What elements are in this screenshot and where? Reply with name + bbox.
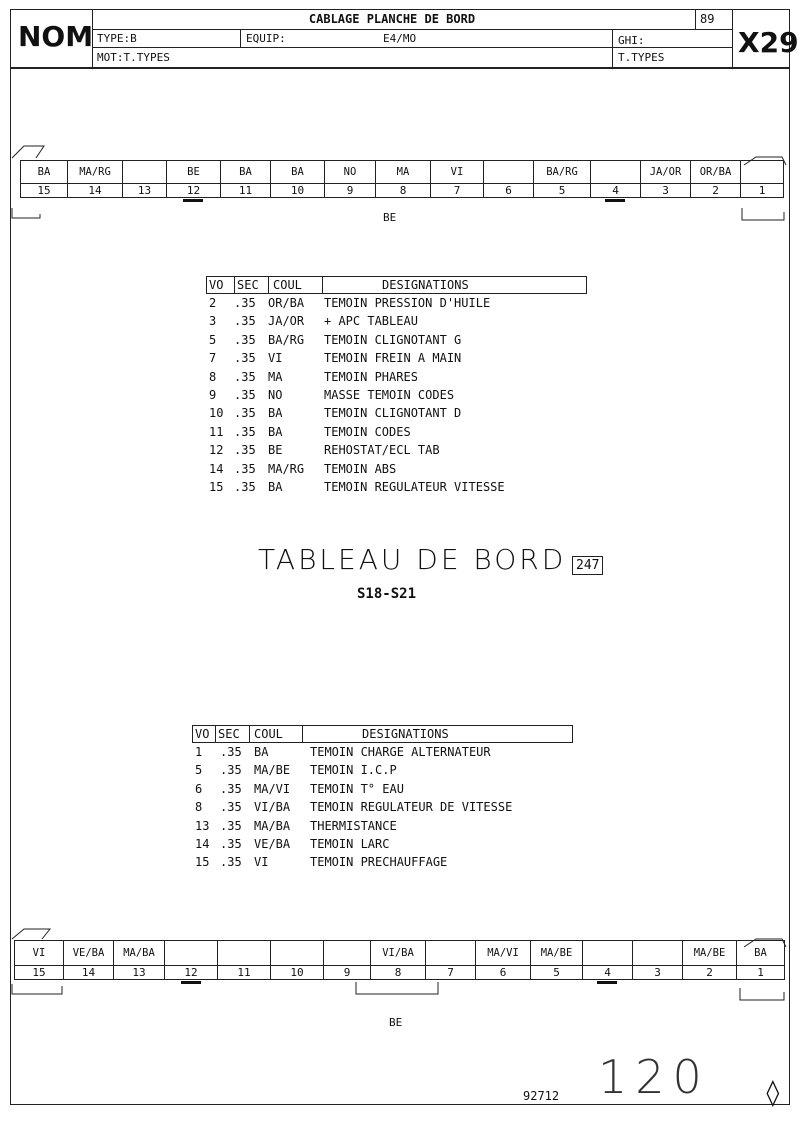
table-top-row-cell: .35 — [234, 443, 256, 458]
connector-top-wire-color: MA — [375, 160, 431, 184]
table-bottom-row-cell: MA/VI — [254, 781, 291, 796]
table-top-row-cell: .35 — [234, 406, 256, 421]
connector-bottom-left-latch-bottom — [10, 982, 70, 998]
table-bottom-row-cell: 14 — [195, 837, 210, 851]
table-top-row-cell: TEMOIN PRESSION D'HUILE — [324, 296, 491, 310]
table-top-row-cell: .35 — [234, 332, 256, 347]
header-vline-year — [695, 9, 696, 29]
table-bottom-row-cell: .35 — [220, 781, 242, 796]
connector-bottom-pin-number: 12 — [164, 966, 218, 980]
table-top-row-cell: TEMOIN PHARES — [324, 369, 418, 384]
connector-bottom-pin-number: 10 — [270, 966, 324, 980]
connector-top-pin-number: 12 — [166, 184, 221, 198]
table-top-row-cell: .35 — [234, 296, 256, 310]
table-bottom-row-cell: TEMOIN I.C.P — [310, 763, 397, 778]
header-ghi-label: GHI: — [618, 34, 645, 47]
connector-bottom-wire-color — [270, 940, 324, 966]
table-top-row-cell: TEMOIN CLIGNOTANT D — [324, 406, 462, 421]
connector-top-pin-marker — [183, 199, 203, 202]
table-bottom-header-separator — [215, 725, 216, 743]
header-mot: MOT:T.TYPES — [97, 51, 170, 64]
connector-bottom-wire-color: VI/BA — [370, 940, 426, 966]
connector-bottom-pin-number: 2 — [682, 966, 737, 980]
connector-top-pin-number: 8 — [375, 184, 431, 198]
table-bottom-row-cell: .35 — [220, 818, 242, 833]
table-top-row-cell: TEMOIN CODES — [324, 424, 411, 439]
table-bottom-row-cell: BA — [254, 745, 269, 759]
connector-bottom-wire-color — [425, 940, 476, 966]
table-bottom-row-cell: 1 — [195, 745, 203, 759]
header-vline-equip — [240, 29, 241, 47]
footer-mark-icon: ◊ — [765, 1078, 781, 1108]
table-top-row-cell: .35 — [234, 351, 256, 366]
connector-bottom-pin-number: 8 — [370, 966, 426, 980]
table-bottom-row-cell: .35 — [220, 800, 242, 815]
connector-bottom-pin-number: 15 — [14, 966, 64, 980]
header-vline-code — [732, 9, 733, 67]
table-bottom-row-cell: .35 — [220, 745, 242, 759]
table-top-row-cell: 8 — [209, 369, 217, 384]
table-top-row-cell: 11 — [209, 424, 224, 439]
table-top-row-cell: BA — [268, 424, 283, 439]
header-equip-value: E4/MO — [383, 32, 417, 45]
connector-top-wire-color: OR/BA — [690, 160, 741, 184]
connector-top-wire-color — [590, 160, 641, 184]
table-bottom-row-cell: .35 — [220, 855, 242, 870]
connector-top-pin-number: 4 — [590, 184, 641, 198]
table-bottom-row-cell: 13 — [195, 818, 210, 833]
connector-top-pin-number: 15 — [20, 184, 68, 198]
center-ref-box: 247 — [572, 556, 603, 575]
connector-bottom-right-latch-bottom — [736, 986, 788, 1004]
table-top-row-cell: 15 — [209, 480, 224, 494]
table-bottom-row-cell: MA/BE — [254, 763, 291, 778]
connector-top-pin-number: 6 — [483, 184, 534, 198]
table-top-row-cell: BA — [268, 480, 283, 494]
header-year: 89 — [700, 12, 715, 26]
table-bottom-row-cell: 8 — [195, 800, 203, 815]
connector-top-right-latch — [742, 152, 788, 164]
table-top-row-cell: TEMOIN CLIGNOTANT G — [324, 332, 462, 347]
connector-top-wire-color: VI — [430, 160, 484, 184]
table-bottom-header-cell: SEC — [218, 727, 240, 741]
connector-top-pin-number: 7 — [430, 184, 484, 198]
table-bottom-header-separator — [249, 725, 250, 743]
table-bottom-header-separator — [302, 725, 303, 743]
connector-bottom-pin-number: 5 — [530, 966, 583, 980]
table-bottom-row-cell: 6 — [195, 781, 203, 796]
table-bottom-row-cell: TEMOIN CHARGE ALTERNATEUR — [310, 745, 491, 759]
table-top-header-cell: COUL — [273, 278, 302, 292]
table-bottom-row-cell: VE/BA — [254, 837, 291, 851]
table-top-header-separator — [234, 276, 235, 294]
table-top-row-cell: MASSE TEMOIN CODES — [324, 388, 455, 402]
connector-top-pin-number: 2 — [690, 184, 741, 198]
connector-top-label: BE — [383, 211, 397, 224]
connector-bottom-pin-number: 7 — [425, 966, 476, 980]
table-top-row-cell: .35 — [234, 388, 256, 402]
connector-bottom-pin-marker — [181, 981, 201, 984]
table-top-row-cell: 2 — [209, 296, 217, 310]
connector-top-wire-color: BA — [20, 160, 68, 184]
connector-top-pin-number: 9 — [324, 184, 376, 198]
table-top-row-cell: NO — [268, 388, 283, 402]
connector-top-wire-color: BA/RG — [533, 160, 591, 184]
connector-bottom-pin-marker — [597, 981, 617, 984]
connector-bottom-pin-number: 6 — [475, 966, 531, 980]
table-bottom-header-cell: VO — [195, 727, 210, 741]
table-top-row-cell: BE — [268, 443, 283, 458]
table-bottom-row-cell: MA/BA — [254, 818, 291, 833]
table-top-header-separator — [322, 276, 323, 294]
footer-page-number: 120 — [598, 1050, 710, 1104]
connector-top-pin-number: 14 — [67, 184, 123, 198]
table-bottom-row-cell: .35 — [220, 763, 242, 778]
connector-top-wire-color: MA/RG — [67, 160, 123, 184]
header-vline-ghi — [612, 29, 613, 67]
connector-bottom-wire-color: MA/BA — [113, 940, 165, 966]
center-title: TABLEAU DE BORD — [258, 543, 567, 576]
header-type: TYPE:B — [97, 32, 137, 45]
connector-bottom-pin-number: 1 — [736, 966, 785, 980]
connector-top-wire-color — [483, 160, 534, 184]
table-bottom-header-cell: DESIGNATIONS — [362, 727, 449, 741]
connector-top-pin-marker — [605, 199, 625, 202]
connector-bottom-wire-color — [323, 940, 371, 966]
table-bottom-row-cell: THERMISTANCE — [310, 818, 397, 833]
header-equip-label: EQUIP: — [246, 32, 286, 45]
connector-top-wire-color: JA/OR — [640, 160, 691, 184]
table-top-row-cell: .35 — [234, 424, 256, 439]
table-top-row-cell: BA/RG — [268, 332, 305, 347]
connector-bottom-wire-color — [582, 940, 633, 966]
header-code: X29 — [738, 26, 799, 59]
connector-bottom-right-latch — [742, 934, 788, 946]
table-top-row-cell: TEMOIN FREIN A MAIN — [324, 351, 462, 366]
table-top-row-cell: BA — [268, 406, 283, 421]
center-subtitle: S18-S21 — [357, 586, 417, 602]
connector-bottom-pin-number: 9 — [323, 966, 371, 980]
table-top-row-cell: TEMOIN REGULATEUR VITESSE — [324, 480, 505, 494]
table-top-row-cell: 5 — [209, 332, 217, 347]
table-top-row-cell: 12 — [209, 443, 224, 458]
connector-top-pin-number: 5 — [533, 184, 591, 198]
connector-bottom-wire-color: BA — [736, 940, 785, 966]
connector-bottom-wire-color — [164, 940, 218, 966]
table-bottom-row-cell: TEMOIN PRECHAUFFAGE — [310, 855, 448, 870]
table-top-header-cell: SEC — [237, 278, 259, 292]
table-top-header-cell: DESIGNATIONS — [382, 278, 469, 292]
footer-doc-number: 92712 — [523, 1089, 560, 1103]
connector-bottom-pin-number: 4 — [582, 966, 633, 980]
header-line-1 — [92, 29, 732, 30]
table-top-row-cell: MA — [268, 369, 283, 384]
connector-bottom-wire-color: MA/BE — [530, 940, 583, 966]
table-bottom-header-cell: COUL — [254, 727, 283, 741]
connector-bottom-wire-color — [632, 940, 683, 966]
table-bottom-row-cell: VI/BA — [254, 800, 291, 815]
header-ghi-value: T.TYPES — [618, 51, 665, 64]
table-top-row-cell: .35 — [234, 369, 256, 384]
table-top-row-cell: REHOSTAT/ECL TAB — [324, 443, 440, 458]
table-top-row-cell: .35 — [234, 461, 256, 476]
table-top-row-cell: 9 — [209, 388, 217, 402]
connector-top-wire-color — [122, 160, 167, 184]
table-top-row-cell: TEMOIN ABS — [324, 461, 397, 476]
connector-bottom-label: BE — [389, 1016, 403, 1029]
header-title: CABLAGE PLANCHE DE BORD — [308, 12, 476, 26]
table-bottom-row-cell: .35 — [220, 837, 242, 851]
nom-label: NOM — [18, 20, 94, 53]
connector-top-wire-color: BA — [270, 160, 325, 184]
table-top-row-cell: 7 — [209, 351, 217, 366]
connector-top-pin-number: 3 — [640, 184, 691, 198]
connector-top-pin-number: 11 — [220, 184, 271, 198]
table-top-row-cell: + APC TABLEAU — [324, 314, 418, 329]
table-bottom-row-cell: TEMOIN T° EAU — [310, 781, 404, 796]
table-top-row-cell: .35 — [234, 480, 256, 494]
connector-top-pin-number: 1 — [740, 184, 784, 198]
header-line-2 — [92, 47, 732, 48]
connector-bottom-wire-color: MA/BE — [682, 940, 737, 966]
connector-bottom-wire-color: VI — [14, 940, 64, 966]
table-top-row-cell: JA/OR — [268, 314, 305, 329]
connector-top-right-latch-bottom — [738, 206, 788, 224]
table-top-row-cell: .35 — [234, 314, 256, 329]
table-top-row-cell: MA/RG — [268, 461, 305, 476]
table-bottom-row-cell: TEMOIN LARC — [310, 837, 390, 851]
table-top-row-cell: 10 — [209, 406, 224, 421]
connector-bottom-pin-number: 11 — [217, 966, 271, 980]
connector-top-pin-number: 10 — [270, 184, 325, 198]
table-top-row-cell: 3 — [209, 314, 217, 329]
table-bottom-row-cell: TEMOIN REGULATEUR DE VITESSE — [310, 800, 513, 815]
connector-bottom-wire-color: MA/VI — [475, 940, 531, 966]
connector-bottom-pin-number: 13 — [113, 966, 165, 980]
connector-top-wire-color: NO — [324, 160, 376, 184]
table-top-header-separator — [268, 276, 269, 294]
connector-top-wire-color: BE — [166, 160, 221, 184]
header-bottom-line — [10, 67, 790, 69]
table-top-row-cell: VI — [268, 351, 283, 366]
table-bottom-row-cell: 5 — [195, 763, 203, 778]
table-top-row-cell: 14 — [209, 461, 224, 476]
table-bottom-row-cell: 15 — [195, 855, 210, 870]
table-top-row-cell: OR/BA — [268, 296, 305, 310]
table-top-header-cell: VO — [209, 278, 224, 292]
connector-top-wire-color: BA — [220, 160, 271, 184]
connector-bottom-pin-number: 14 — [63, 966, 114, 980]
connector-bottom-wire-color: VE/BA — [63, 940, 114, 966]
connector-top-pin-number: 13 — [122, 184, 167, 198]
connector-top-left-latch-bottom — [10, 206, 48, 222]
connector-bottom-pin-number: 3 — [632, 966, 683, 980]
connector-bottom-wire-color — [217, 940, 271, 966]
connector-bottom-latch-center — [354, 980, 440, 998]
table-bottom-row-cell: VI — [254, 855, 269, 870]
connector-bottom-left-latch — [10, 926, 58, 940]
connector-top-left-latch — [10, 144, 48, 160]
